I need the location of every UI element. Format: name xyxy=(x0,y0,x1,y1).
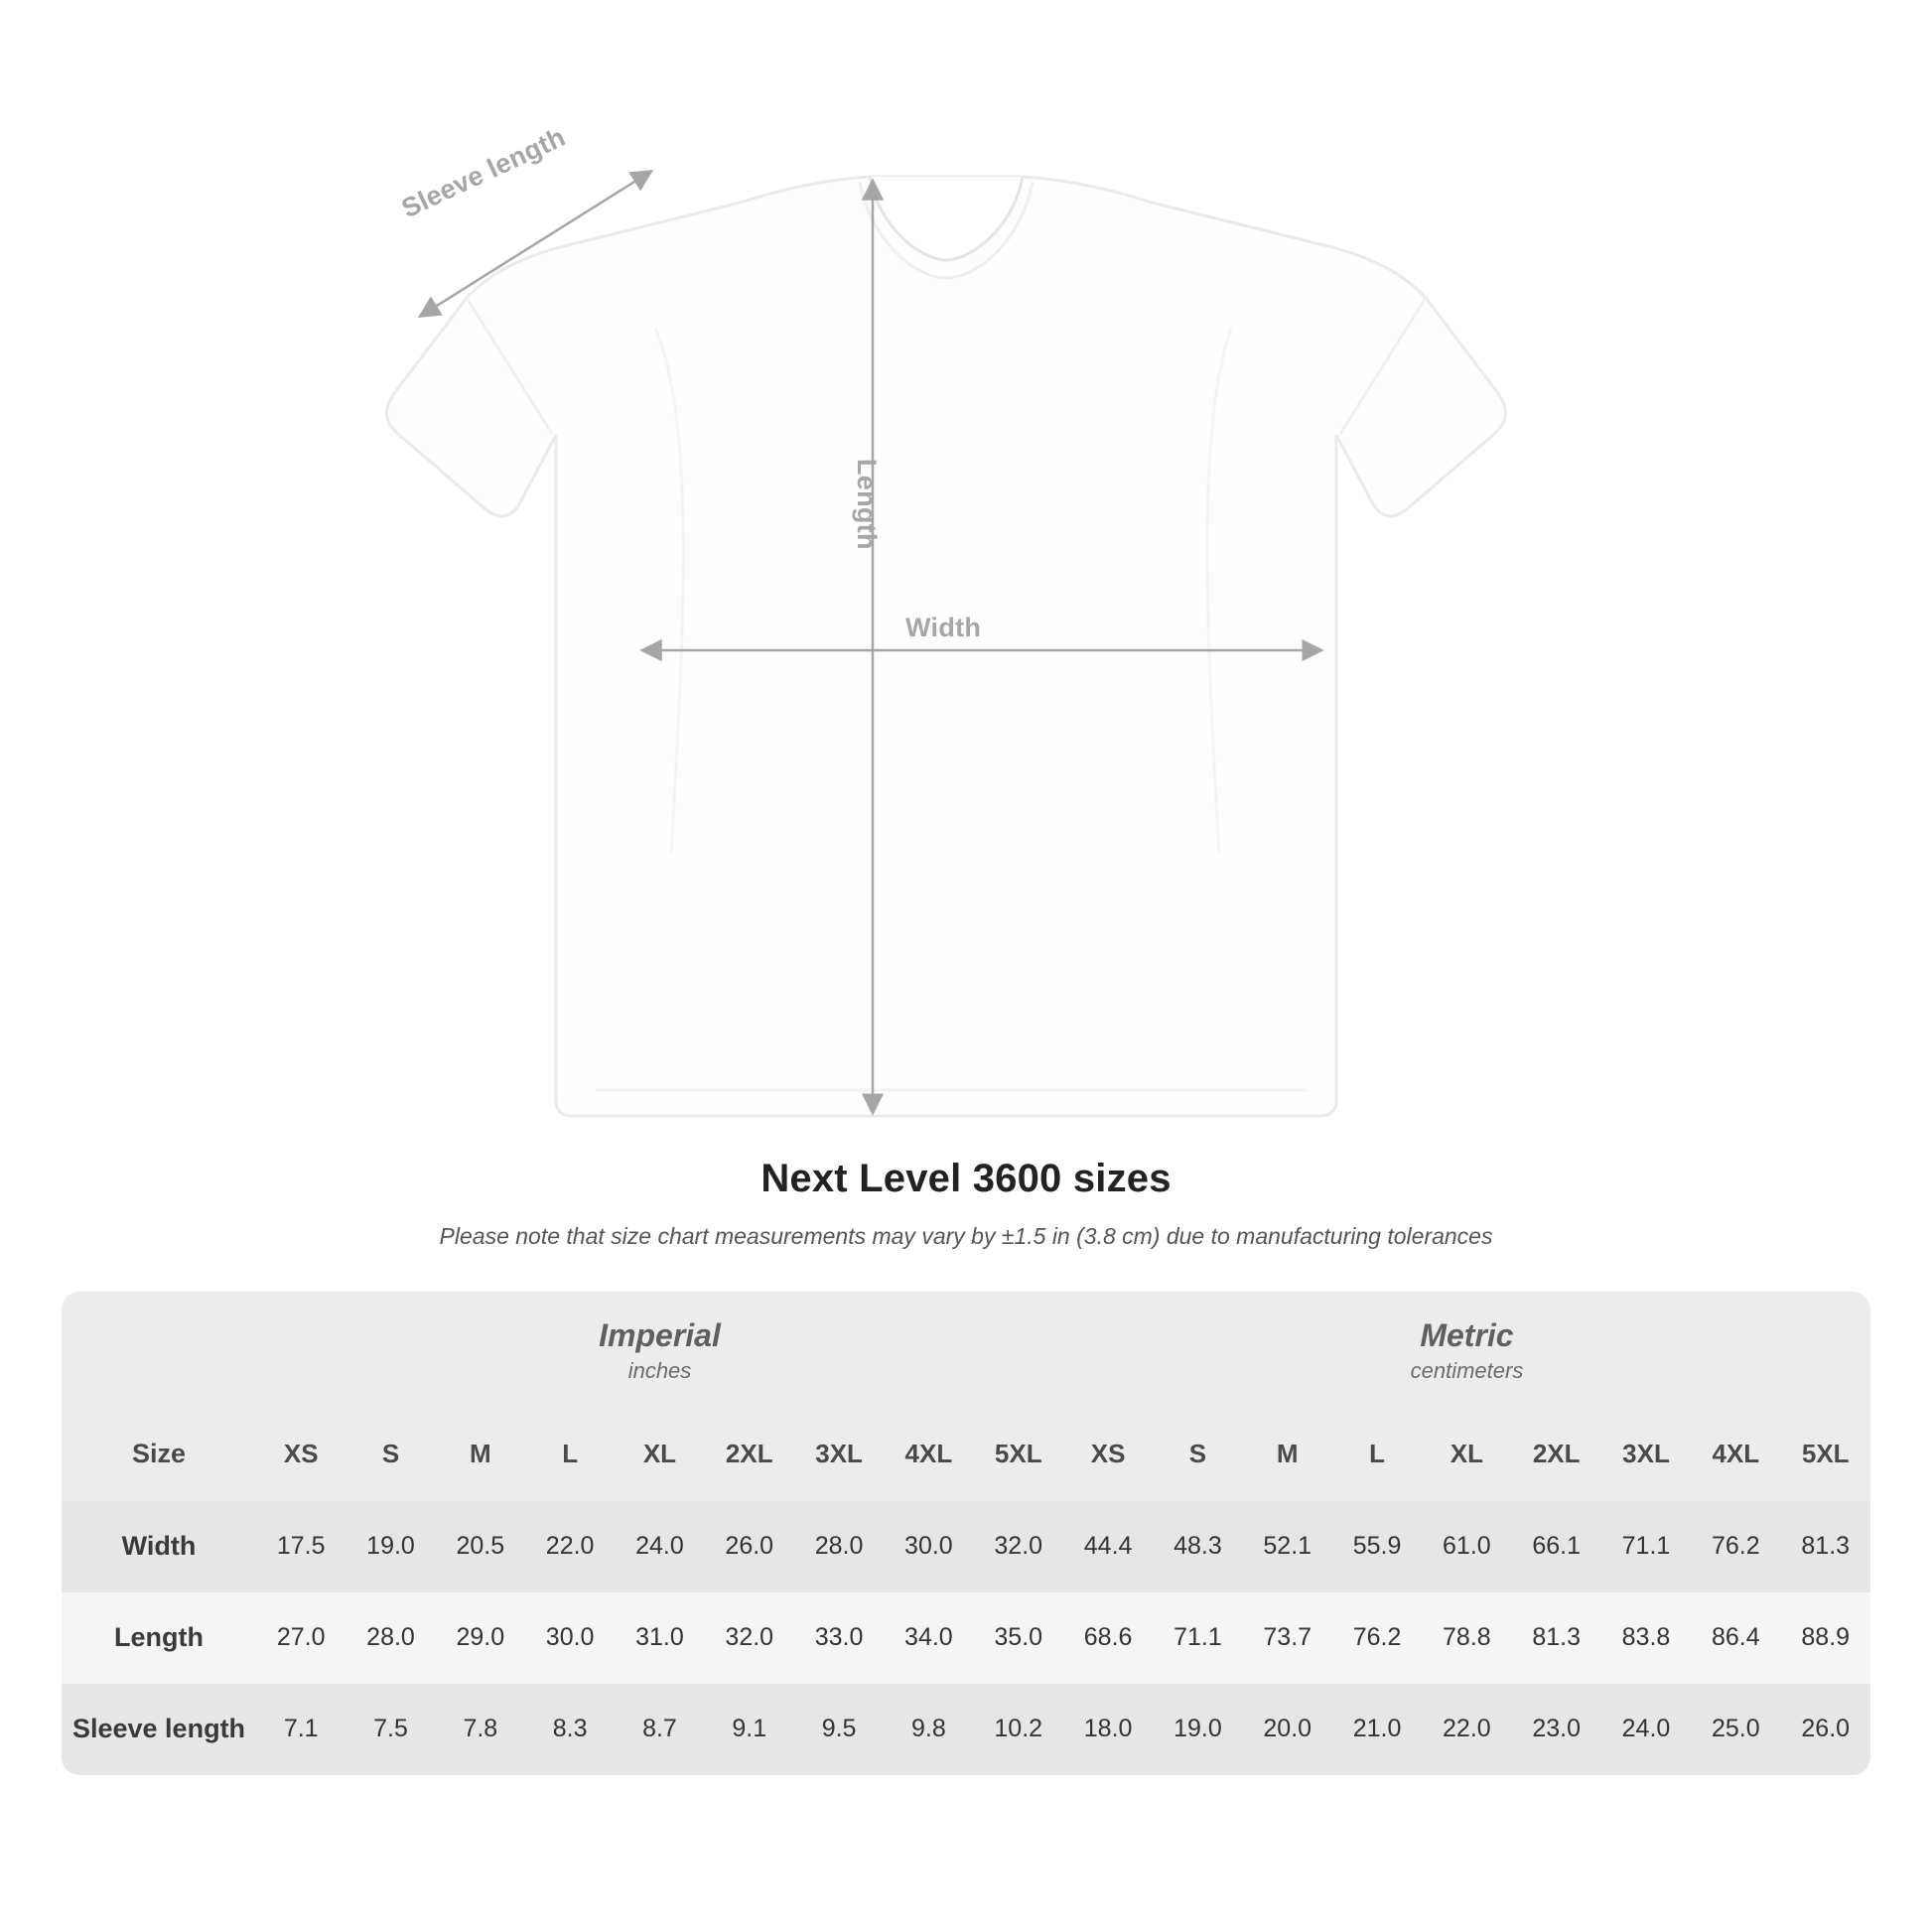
width-metric-2xl: 66.1 xyxy=(1512,1501,1601,1592)
length-imperial-xl: 31.0 xyxy=(615,1592,704,1684)
size-imperial-xl: XL xyxy=(615,1408,704,1501)
length-metric-s: 71.1 xyxy=(1153,1592,1242,1684)
sleeve-imperial-xs: 7.1 xyxy=(256,1684,345,1775)
tshirt-shape xyxy=(386,177,1505,1116)
unit-name-metric: Metric xyxy=(1420,1317,1514,1353)
width-metric-xs: 44.4 xyxy=(1063,1501,1153,1592)
width-imperial-s: 19.0 xyxy=(345,1501,435,1592)
width-metric-3xl: 71.1 xyxy=(1601,1501,1691,1592)
header-size: Size xyxy=(62,1408,256,1501)
width-metric-5xl: 81.3 xyxy=(1780,1501,1870,1592)
sleeve-imperial-xl: 8.7 xyxy=(615,1684,704,1775)
size-metric-m: M xyxy=(1243,1408,1332,1501)
sleeve-imperial-s: 7.5 xyxy=(345,1684,435,1775)
sleeve-imperial-m: 7.8 xyxy=(436,1684,525,1775)
sleeve-imperial-l: 8.3 xyxy=(525,1684,615,1775)
width-label: Width xyxy=(905,613,982,642)
sleeve-metric-l: 21.0 xyxy=(1332,1684,1422,1775)
width-imperial-5xl: 32.0 xyxy=(974,1501,1063,1592)
sleeve-metric-s: 19.0 xyxy=(1153,1684,1242,1775)
length-imperial-l: 30.0 xyxy=(525,1592,615,1684)
size-metric-4xl: 4XL xyxy=(1691,1408,1780,1501)
tolerance-note: Please note that size chart measurements may vary by ±1.5 in (3.8 cm) due to manufacturing tolerances xyxy=(439,1223,1493,1249)
width-metric-s: 48.3 xyxy=(1153,1501,1242,1592)
unit-header-imperial xyxy=(256,1292,1063,1408)
sleeve-imperial-5xl: 10.2 xyxy=(974,1684,1063,1775)
page-title: Next Level 3600 sizes xyxy=(760,1157,1172,1200)
sleeve-metric-5xl: 26.0 xyxy=(1780,1684,1870,1775)
size-metric-5xl: 5XL xyxy=(1780,1408,1870,1501)
width-imperial-4xl: 30.0 xyxy=(884,1501,973,1592)
size-metric-xs: XS xyxy=(1063,1408,1153,1501)
length-label: Length xyxy=(852,459,882,550)
rowlabel-width: Width xyxy=(62,1501,256,1592)
length-metric-l: 76.2 xyxy=(1332,1592,1422,1684)
table-row-length xyxy=(62,1592,1870,1684)
width-imperial-3xl: 28.0 xyxy=(794,1501,884,1592)
title-block xyxy=(0,1157,1932,1250)
length-metric-2xl: 81.3 xyxy=(1512,1592,1601,1684)
width-metric-4xl: 76.2 xyxy=(1691,1501,1780,1592)
sleeve-metric-3xl: 24.0 xyxy=(1601,1684,1691,1775)
size-table-wrap xyxy=(62,1292,1870,1775)
width-metric-l: 55.9 xyxy=(1332,1501,1422,1592)
size-metric-3xl: 3XL xyxy=(1601,1408,1691,1501)
length-metric-xl: 78.8 xyxy=(1422,1592,1511,1684)
length-metric-3xl: 83.8 xyxy=(1601,1592,1691,1684)
width-imperial-xs: 17.5 xyxy=(256,1501,345,1592)
width-metric-xl: 61.0 xyxy=(1422,1501,1511,1592)
length-metric-5xl: 88.9 xyxy=(1780,1592,1870,1684)
length-metric-m: 73.7 xyxy=(1243,1592,1332,1684)
sleeve-imperial-3xl: 9.5 xyxy=(794,1684,884,1775)
size-imperial-4xl: 4XL xyxy=(884,1408,973,1501)
length-imperial-m: 29.0 xyxy=(436,1592,525,1684)
unit-header-row xyxy=(62,1292,1870,1408)
length-imperial-2xl: 32.0 xyxy=(705,1592,794,1684)
width-metric-m: 52.1 xyxy=(1243,1501,1332,1592)
size-imperial-5xl: 5XL xyxy=(974,1408,1063,1501)
length-imperial-s: 28.0 xyxy=(345,1592,435,1684)
size-imperial-2xl: 2XL xyxy=(705,1408,794,1501)
width-imperial-m: 20.5 xyxy=(436,1501,525,1592)
size-header-row xyxy=(62,1408,1870,1501)
size-imperial-l: L xyxy=(525,1408,615,1501)
width-imperial-2xl: 26.0 xyxy=(705,1501,794,1592)
size-imperial-m: M xyxy=(436,1408,525,1501)
length-metric-xs: 68.6 xyxy=(1063,1592,1153,1684)
table-row-width xyxy=(62,1501,1870,1592)
unit-sub-imperial: inches xyxy=(627,1357,692,1383)
size-chart-table xyxy=(62,1292,1870,1775)
length-imperial-5xl: 35.0 xyxy=(974,1592,1063,1684)
size-imperial-s: S xyxy=(345,1408,435,1501)
size-metric-l: L xyxy=(1332,1408,1422,1501)
sleeve-metric-4xl: 25.0 xyxy=(1691,1684,1780,1775)
table-row-sleeve-length xyxy=(62,1684,1870,1775)
rowlabel-length: Length xyxy=(62,1592,256,1684)
length-imperial-3xl: 33.0 xyxy=(794,1592,884,1684)
sleeve-length-label: Sleeve length xyxy=(397,121,570,224)
sleeve-imperial-2xl: 9.1 xyxy=(705,1684,794,1775)
length-metric-4xl: 86.4 xyxy=(1691,1592,1780,1684)
sleeve-imperial-4xl: 9.8 xyxy=(884,1684,973,1775)
unit-header-corner xyxy=(62,1292,256,1408)
size-imperial-3xl: 3XL xyxy=(794,1408,884,1501)
length-imperial-4xl: 34.0 xyxy=(884,1592,973,1684)
sleeve-metric-xl: 22.0 xyxy=(1422,1684,1511,1775)
width-imperial-xl: 24.0 xyxy=(615,1501,704,1592)
sleeve-metric-m: 20.0 xyxy=(1243,1684,1332,1775)
sleeve-metric-xs: 18.0 xyxy=(1063,1684,1153,1775)
size-metric-2xl: 2XL xyxy=(1512,1408,1601,1501)
size-imperial-xs: XS xyxy=(256,1408,345,1501)
unit-sub-metric: centimeters xyxy=(1410,1357,1524,1383)
size-metric-s: S xyxy=(1153,1408,1242,1501)
size-metric-xl: XL xyxy=(1422,1408,1511,1501)
rowlabel-sleeve-length: Sleeve length xyxy=(62,1684,256,1775)
width-imperial-l: 22.0 xyxy=(525,1501,615,1592)
unit-header-metric xyxy=(1063,1292,1870,1408)
length-imperial-xs: 27.0 xyxy=(256,1592,345,1684)
unit-name-imperial: Imperial xyxy=(599,1317,721,1353)
sleeve-metric-2xl: 23.0 xyxy=(1512,1684,1601,1775)
